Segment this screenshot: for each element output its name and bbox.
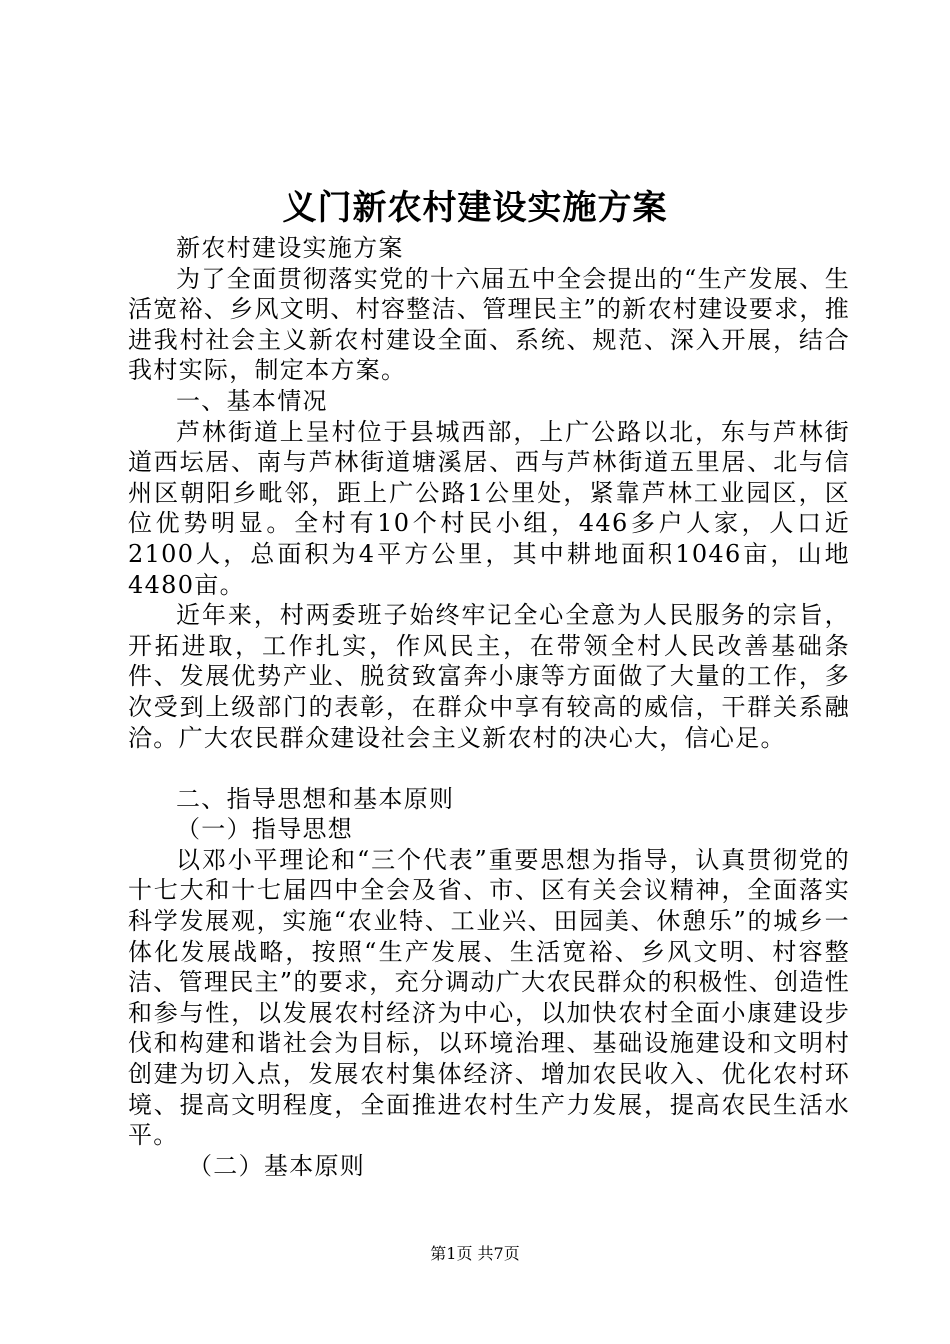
- heading-guiding-principles: 二、指导思想和基本原则: [176, 784, 455, 813]
- page-number-footer: 第1页 共7页: [430, 1244, 520, 1263]
- document-body: [128, 233, 850, 1181]
- blank-line: [128, 753, 850, 784]
- paragraph-subtitle: 新农村建设实施方案: [176, 234, 404, 262]
- paragraph-location: 芦林街道上呈村位于县城西部，上广公路以北，东与芦林街道西坛居、南与芦林街道塘溪居、西与芦林街道五里居、北与信州区朝阳乡毗邻，距上广公路1公里处，紧靠芦林工业园区，区位优势明显。全村有10个村民小组，446多户人家，人口近2100人，总面积为4平方公里，其中耕地面积1046亩，山地4480亩。: [128, 417, 850, 599]
- paragraph-guiding-ideology: 以邓小平理论和“三个代表”重要思想为指导，认真贯彻党的十七大和十七届四中全会及省、市、区有关会议精神，全面落实科学发展观，实施“农业特、工业兴、田园美、休憩乐”的城乡一体化发展战略，按照“生产发展、生活宽裕、乡风文明、村容整洁、管理民主”的要求，充分调动广大农民群众的积极性、创造性和参与性，以发展农村经济为中心，以加快农村全面小康建设步伐和构建和谐社会为目标，以环境治理、基础设施建设和文明村创建为切入点，发展农村集体经济、增加农民收入、优化农村环境、提高文明程度，全面推进农村生产力发展，提高农民生活水平。: [128, 845, 850, 1150]
- paragraph-recent-years: 近年来，村两委班子始终牢记全心全意为人民服务的宗旨，开拓进取，工作扎实，作风民主，在带领全村人民改善基础条件、发展优势产业、脱贫致富奔小康等方面做了大量的工作，多次受到上级部门的表彰，在群众中享有较高的威信，干群关系融洽。广大农民群众建设社会主义新农村的决心大，信心足。: [128, 601, 850, 752]
- document-title: 义门新农村建设实施方案: [282, 188, 668, 228]
- subheading-guiding-ideology: （一）指导思想: [176, 815, 354, 844]
- heading-basic-situation: 一、基本情况: [176, 386, 328, 415]
- paragraph-intro: 为了全面贯彻落实党的十六届五中全会提出的“生产发展、生活宽裕、乡风文明、村容整洁、管理民主”的新农村建设要求，推进我村社会主义新农村建设全面、系统、规范、深入开展，结合我村实际，制定本方案。: [128, 264, 850, 385]
- subheading-basic-principles: （二）基本原则: [188, 1151, 366, 1180]
